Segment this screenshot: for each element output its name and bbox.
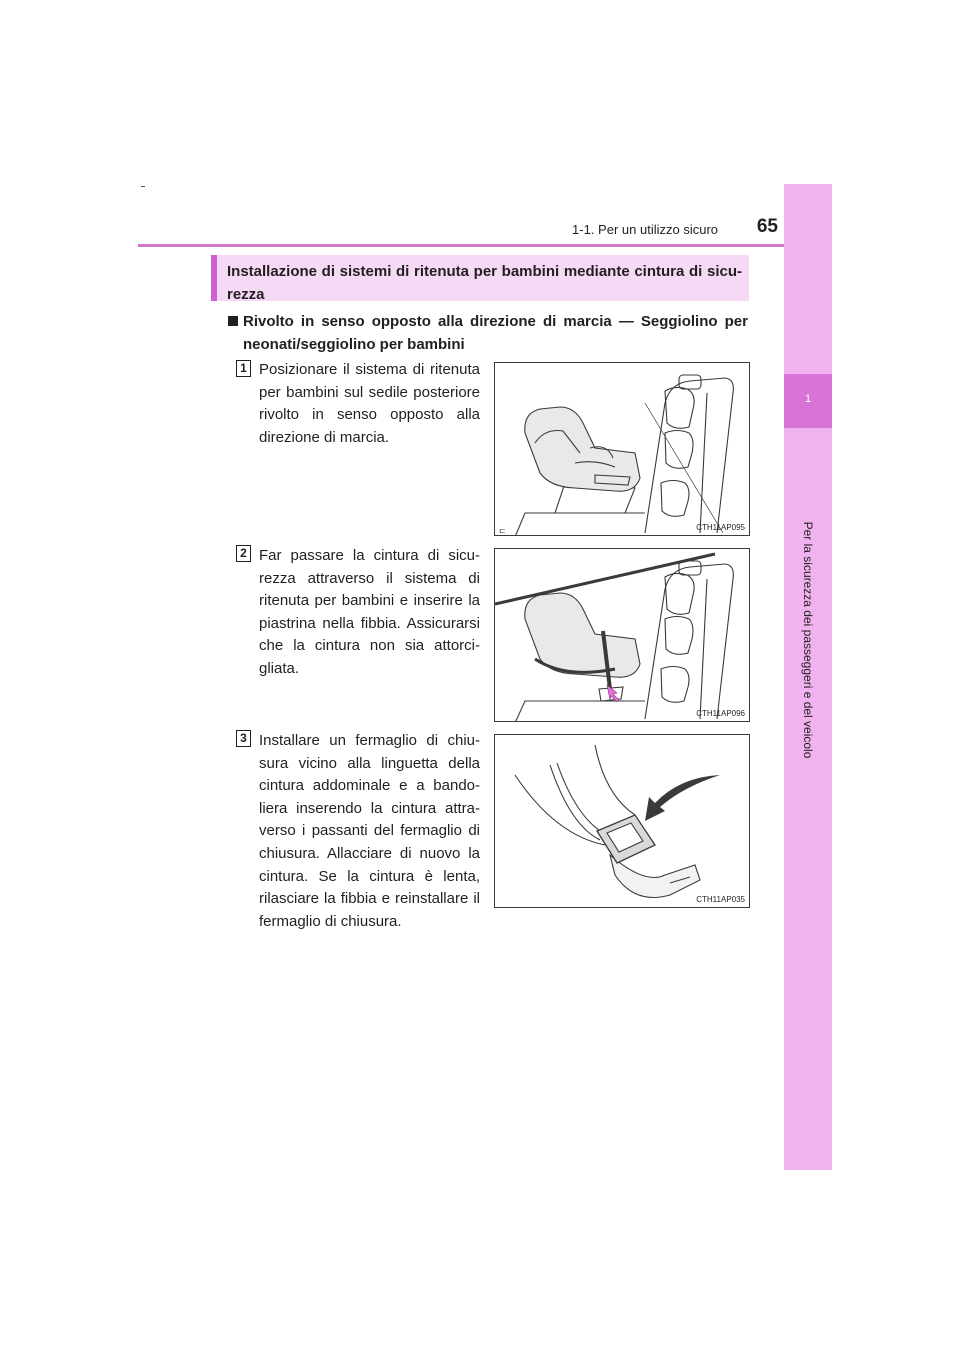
- locking-clip-illustration: [495, 735, 750, 908]
- title-accent-bar: [211, 255, 217, 301]
- subheading-word: marcia: [563, 313, 612, 330]
- subheading-word: opposto: [371, 313, 431, 330]
- subheading-word: alla: [437, 313, 463, 330]
- figure-code: CTH11AP035: [696, 895, 745, 904]
- subheading-word: senso: [321, 313, 365, 330]
- chapter-tab[interactable]: [784, 374, 832, 428]
- header-rule: [138, 244, 832, 247]
- subheading-word: in: [300, 313, 315, 330]
- figure-locking-clip: [494, 734, 750, 908]
- step-number-3: 3: [236, 730, 251, 747]
- step-number-1: 1: [236, 360, 251, 377]
- chapter-title: Per la sicurezza dei passeggeri e del veicolo: [801, 521, 815, 759]
- seat-detail-mark: ⊏: [499, 526, 506, 535]
- arrow-indicator-icon: [645, 775, 720, 821]
- subheading-word: Rivolto: [228, 310, 294, 333]
- subheading-word: di: [542, 313, 557, 330]
- subheading-line-1: [228, 310, 748, 333]
- car-seat-illustration: [495, 363, 750, 536]
- subheading-word: Seggiolino: [640, 313, 718, 330]
- page-header: [170, 218, 780, 244]
- margin-tick: [141, 186, 145, 187]
- step-1-text: Posizionare il sistema di ritenuta per bambini sul sedile posteriore rivolto in senso opposto alla direzione di marcia.: [259, 361, 480, 446]
- section-title: 1-1. Per un utilizzo sicuro: [572, 222, 718, 237]
- belt-routing-illustration: [495, 549, 750, 722]
- subheading-word: direzione: [470, 313, 536, 330]
- figure-car-seat-placement: [494, 362, 750, 536]
- chapter-number: 1: [804, 393, 812, 405]
- step-number-2: 2: [236, 545, 251, 562]
- subheading: [228, 310, 748, 356]
- step-3-text: Installare un fermaglio di chiu-sura vicino alla linguetta della cintura addominale e a bando-liera inserendo la cintura attra-verso i passanti del fermaglio di chiusura. Allacciare di nuovo la cintura. Se la cintura è lenta, rilasciare la fibbia e reinstallare il fermaglio di chiusura.: [259, 732, 480, 930]
- figure-code: CTH11AP096: [696, 709, 745, 718]
- subheading-line-2: neonati/seggiolino per bambini: [243, 336, 465, 353]
- section-title-box: [211, 255, 749, 301]
- square-bullet-icon: [228, 316, 238, 326]
- figure-code: CTH11AP095: [696, 523, 745, 532]
- section-heading: Installazione di sistemi di ritenuta per bambini mediante cintura di sicu-rezza: [227, 263, 742, 303]
- subheading-dash: —: [618, 313, 634, 330]
- step-2-text: Far passare la cintura di sicu-rezza attraverso il sistema di ritenuta per bambini e inserire la piastrina nella fibbia. Assicurarsi che la cintura non sia attorci-gliata.: [259, 547, 480, 677]
- page-number: 65: [756, 216, 778, 237]
- subheading-word: per: [724, 313, 748, 330]
- figure-belt-routing: [494, 548, 750, 722]
